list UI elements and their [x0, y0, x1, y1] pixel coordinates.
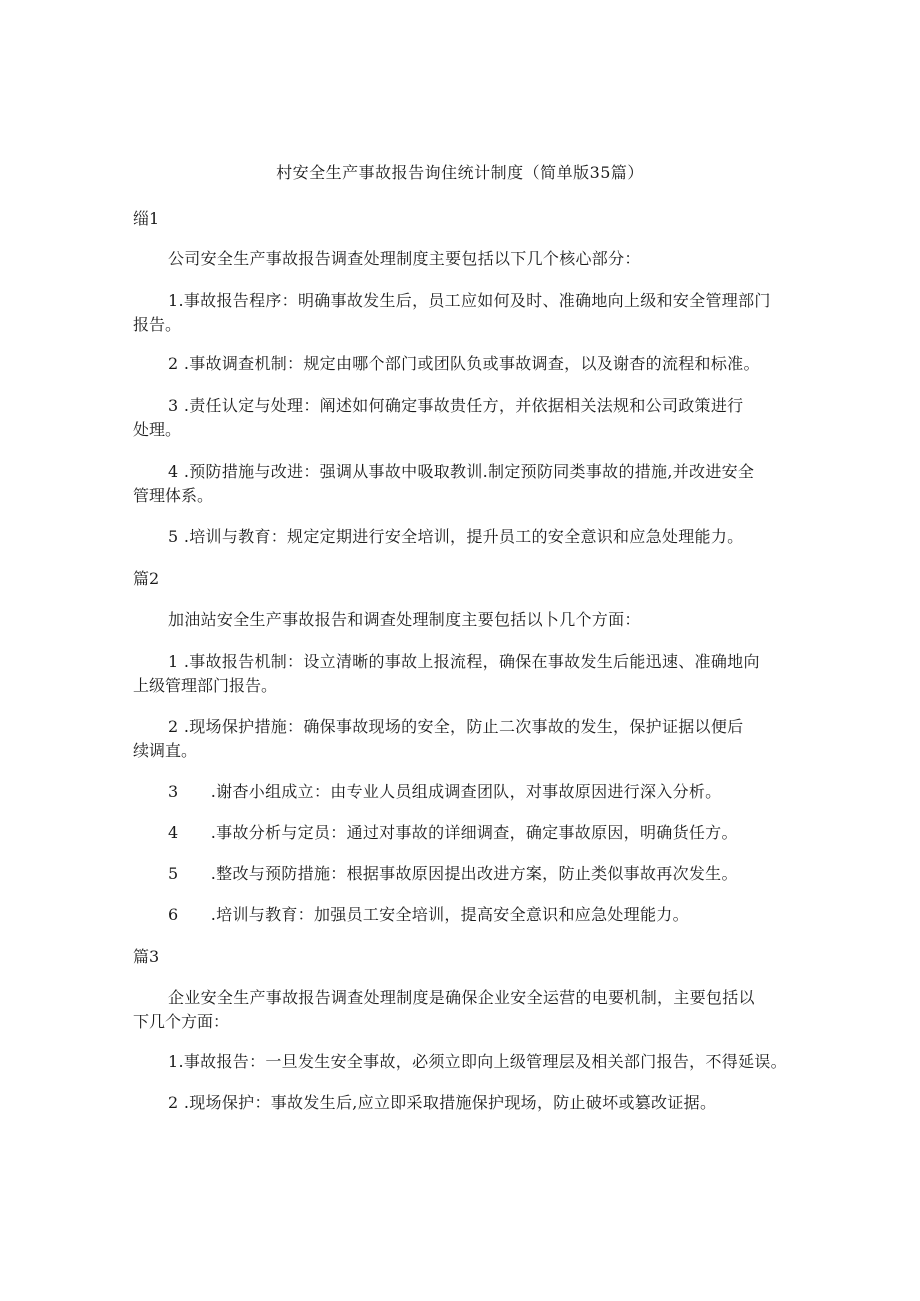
list-item: 6 .培训与教育：加强员工安全培训，提高安全意识和应急处理能力。 [168, 905, 689, 924]
section-intro-1: 公司安全生产事故报告调查处理制度主要包括以下几个核心部分： [168, 249, 641, 268]
list-item-continuation: 续调直。 [133, 741, 198, 760]
list-item: 1 .事故报告机制：设立清晰的事故上报流程，确保在事故发生后能迅速、准确地向 [168, 652, 760, 671]
section-intro-3-continuation: 下几个方面： [133, 1012, 230, 1031]
list-item: 5 .培训与教育：规定定期进行安全培训，提升员工的安全意识和应急处理能力。 [168, 527, 744, 546]
section-intro-3: 企业安全生产事故报告调查处理制度是确保企业安全运营的电要机制，主要包括以 [168, 988, 755, 1007]
section-heading-1: 缁1 [133, 209, 160, 228]
list-item: 2 .现场保护措施：确保事故现场的安全，防止二次事故的发生，保护证据以便后 [168, 717, 744, 736]
list-item: 2 .现场保护：事故发生后,应立即采取措施保护现场，防止破坏或篡改证据。 [168, 1093, 717, 1112]
list-item: 1.事故报告：一旦发生安全事故，必须立即向上级管理层及相关部门报告，不得延误。 [168, 1052, 787, 1071]
section-intro-2: 加油站安全生产事故报告和调查处理制度主要包括以卜几个方面： [168, 610, 641, 629]
list-item: 2 .事故调查机制：规定由哪个部门或团队负或事故调查，以及谢杳的流程和标准。 [168, 354, 760, 373]
section-heading-2: 篇2 [133, 569, 160, 588]
list-item: 4 .事故分析与定员：通过对事故的详细调查，确定事故原因，明确货任方。 [168, 823, 738, 842]
list-item: 3 .谢杳小组成立：由专业人员组成调查团队，对事故原因进行深入分析。 [168, 782, 722, 801]
document-title: 村安全生产事故报告询住统计制度（简单版35篇） [276, 163, 644, 182]
list-item-continuation: 处理。 [133, 420, 182, 439]
list-item-continuation: 上级管理部门报告。 [133, 676, 278, 695]
list-item: 5 .整改与预防措施：根据事故原因提出改进方案，防止类似事故再次发生。 [168, 864, 738, 883]
section-heading-3: 篇3 [133, 947, 160, 966]
list-item: 1.事故报告程序：明确事故发生后，员工应如何及时、准确地向上级和安全管理部门 [168, 291, 771, 310]
list-item-continuation: 报告。 [133, 315, 182, 334]
list-item-continuation: 管理体系。 [133, 486, 214, 505]
list-item: 3 .责任认定与处理：阐述如何确定事故贵任方，并依据相关法规和公司政策进行 [168, 396, 744, 415]
list-item: 4 .预防措施与改进：强调从事故中吸取教训.制定预防同类事故的措施,并改进安全 [168, 462, 755, 481]
